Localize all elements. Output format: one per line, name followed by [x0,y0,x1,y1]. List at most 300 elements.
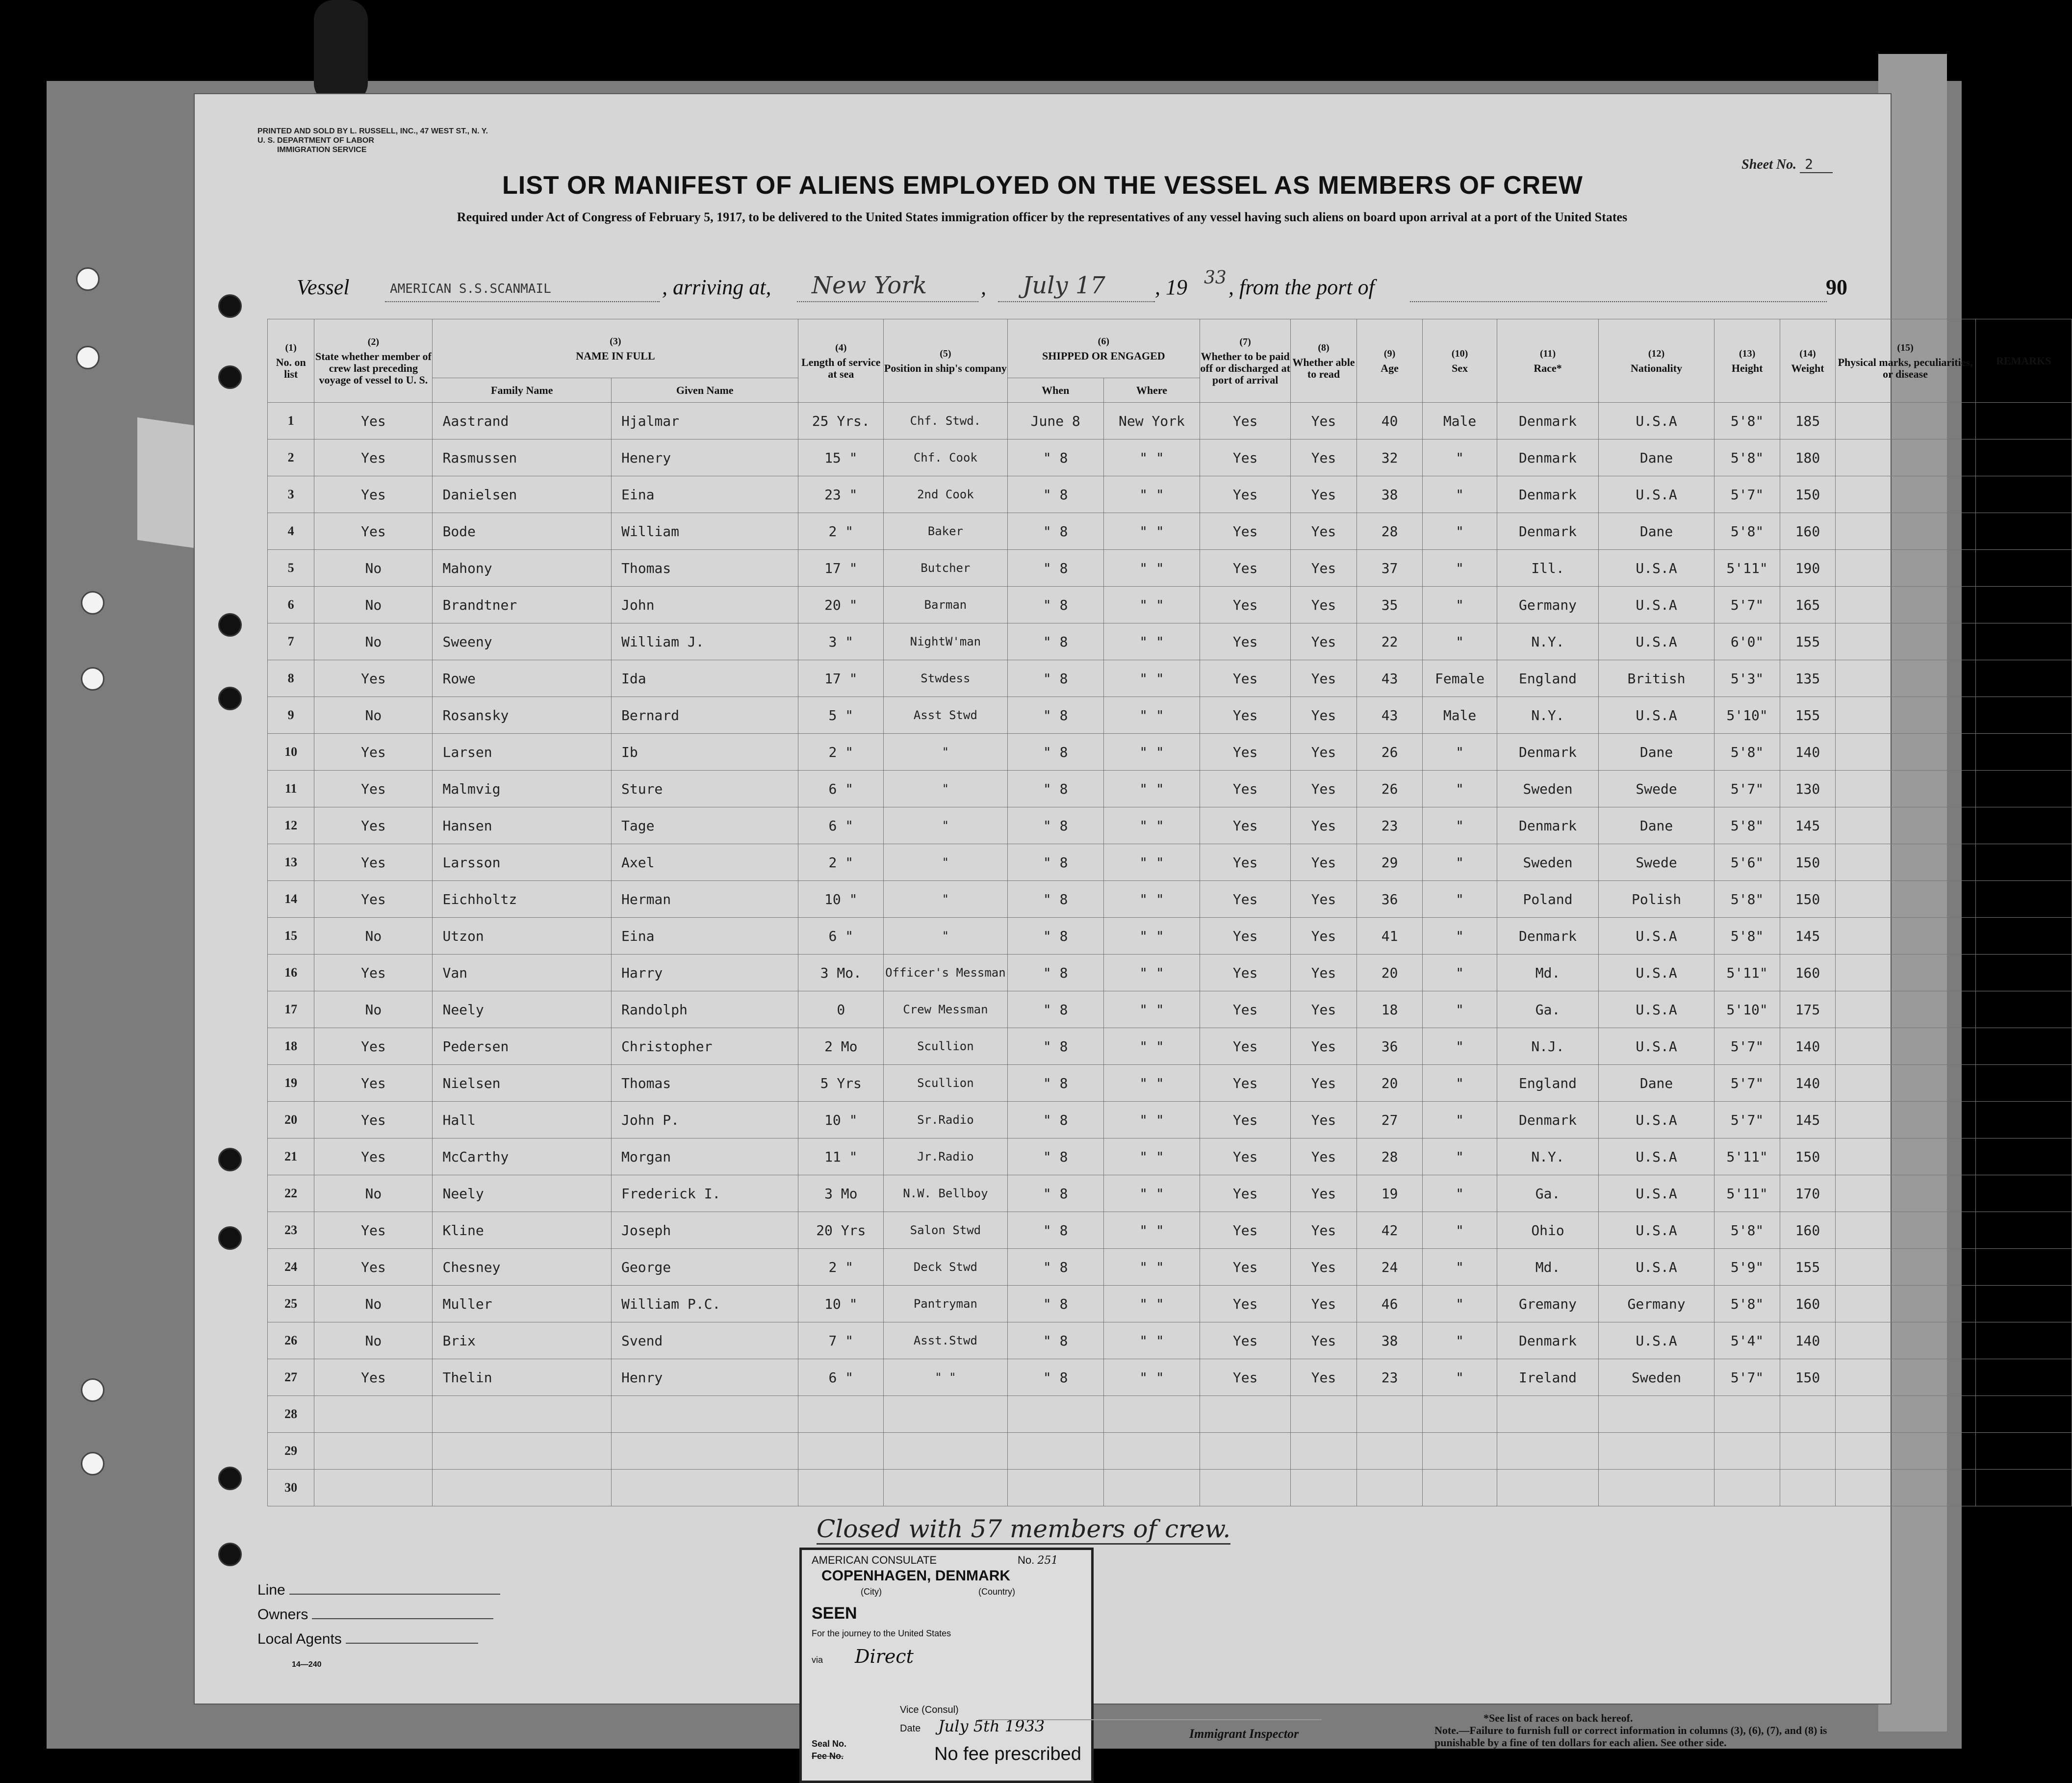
cell-where: " " [1103,439,1200,476]
cell-height: 5'4" [1714,1322,1780,1359]
cell-number: 5 [268,550,314,587]
year-prefix: , 19 [1155,275,1187,299]
cell-where: " " [1103,955,1200,991]
cell-weight: 140 [1780,1322,1835,1359]
cell-given-name: Harry [612,955,798,991]
cell-family-name: Rasmussen [433,439,612,476]
binder-hole [81,591,104,615]
cell-race: Denmark [1497,513,1599,550]
cell-weight: 150 [1780,1359,1835,1396]
cell-remarks [1975,1138,2072,1175]
cell-family-name: Danielsen [433,476,612,513]
cell-previous-voyage: No [314,587,433,623]
cell-service: 20 " [798,587,884,623]
cell-where [1103,1470,1200,1506]
cell-weight: 140 [1780,1028,1835,1065]
cell-nationality: Dane [1599,807,1714,844]
cell-family-name: Larsen [433,734,612,771]
cell-service: 2 " [798,844,884,881]
cell-remarks [1975,1065,2072,1102]
stamp-country-label: (Country) [978,1587,1016,1597]
cell-remarks [1975,991,2072,1028]
cell-race: N.J. [1497,1028,1599,1065]
cell-read: Yes [1291,1212,1357,1249]
cell-previous-voyage: Yes [314,403,433,439]
cell-paid-off: Yes [1200,476,1291,513]
punch-hole [218,1543,242,1566]
cell-weight: 155 [1780,1249,1835,1286]
header-sex: (10) Sex [1423,319,1497,403]
cell-age: 38 [1356,476,1423,513]
cell-given-name: Axel [612,844,798,881]
cell-given-name: Henry [612,1359,798,1396]
cell-sex: " [1423,1138,1497,1175]
cell-number: 17 [268,991,314,1028]
cell-paid-off: Yes [1200,439,1291,476]
cell-read: Yes [1291,1175,1357,1212]
cell-read: Yes [1291,697,1357,734]
cell-race: England [1497,660,1599,697]
cell-when: " 8 [1007,734,1103,771]
cell-number: 23 [268,1212,314,1249]
cell-given-name: Randolph [612,991,798,1028]
table-row [268,439,2072,476]
cell-when: " 8 [1007,1286,1103,1322]
cell-number: 25 [268,1286,314,1322]
cell-sex: " [1423,881,1497,918]
cell-number: 21 [268,1138,314,1175]
cell-nationality: U.S.A [1599,1102,1714,1138]
table-row [268,881,2072,918]
cell-when: " 8 [1007,1359,1103,1396]
cell-when: " 8 [1007,1065,1103,1102]
table-row [268,1138,2072,1175]
cell-family-name: Muller [433,1286,612,1322]
cell-nationality: U.S.A [1599,918,1714,955]
department-name: U. S. DEPARTMENT OF LABOR [257,136,374,145]
table-row [268,550,2072,587]
binding-string [314,0,368,103]
cell-height: 5'7" [1714,1102,1780,1138]
table-row [268,955,2072,991]
cell-family-name [433,1396,612,1433]
cell-paid-off: Yes [1200,1065,1291,1102]
cell-sex: " [1423,439,1497,476]
cell-race [1497,1433,1599,1470]
cell-position: " " [884,1359,1007,1396]
table-row [268,734,2072,771]
table-row [268,1470,2072,1506]
page-title: LIST OR MANIFEST OF ALIENS EMPLOYED ON THE VESSEL AS MEMBERS OF CREW [502,171,1583,200]
cell-given-name: Henery [612,439,798,476]
cell-age: 23 [1356,1359,1423,1396]
cell-when: " 8 [1007,587,1103,623]
punch-hole [218,365,242,389]
cell-weight: 145 [1780,1102,1835,1138]
cell-when: " 8 [1007,844,1103,881]
cell-previous-voyage: Yes [314,476,433,513]
cell-nationality: U.S.A [1599,623,1714,660]
cell-age: 35 [1356,587,1423,623]
cell-weight: 150 [1780,844,1835,881]
printer-line: PRINTED AND SOLD BY L. RUSSELL, INC., 47 WEST ST., N. Y. [257,127,488,135]
cell-sex: " [1423,1286,1497,1322]
cell-where [1103,1396,1200,1433]
cell-nationality: U.S.A [1599,1249,1714,1286]
cell-height: 5'9" [1714,1249,1780,1286]
cell-height: 5'11" [1714,1175,1780,1212]
cell-read: Yes [1291,881,1357,918]
cell-age [1356,1470,1423,1506]
cell-read: Yes [1291,513,1357,550]
cell-position: " [884,734,1007,771]
cell-when: " 8 [1007,623,1103,660]
cell-position: Pantryman [884,1286,1007,1322]
cell-given-name: Svend [612,1322,798,1359]
cell-sex: " [1423,1322,1497,1359]
cell-remarks [1975,734,2072,771]
cell-height: 5'10" [1714,697,1780,734]
cell-number: 15 [268,918,314,955]
cell-age: 40 [1356,403,1423,439]
cell-weight: 160 [1780,1212,1835,1249]
cell-previous-voyage: Yes [314,955,433,991]
cell-where: " " [1103,1249,1200,1286]
cell-remarks [1975,587,2072,623]
cell-where: " " [1103,513,1200,550]
stamp-via-value: Direct [855,1646,914,1667]
cell-where: " " [1103,918,1200,955]
cell-physical-marks [1835,1396,1975,1433]
cell-where: " " [1103,991,1200,1028]
cell-when: " 8 [1007,1212,1103,1249]
cell-weight [1780,1396,1835,1433]
cell-age: 24 [1356,1249,1423,1286]
punch-hole [218,294,242,318]
cell-previous-voyage: Yes [314,807,433,844]
table-row [268,403,2072,439]
cell-weight: 150 [1780,476,1835,513]
cell-weight: 160 [1780,513,1835,550]
cell-height: 5'11" [1714,550,1780,587]
cell-given-name: Tage [612,807,798,844]
header-read: (8) Whether able to read [1291,319,1357,403]
cell-previous-voyage: Yes [314,1359,433,1396]
cell-physical-marks [1835,1286,1975,1322]
cell-race: Ga. [1497,991,1599,1028]
cell-remarks [1975,439,2072,476]
closed-note: Closed with 57 members of crew. [817,1515,1230,1545]
stamp-journey: For the journey to the United States [812,1628,951,1638]
cell-age [1356,1396,1423,1433]
cell-number: 6 [268,587,314,623]
cell-paid-off: Yes [1200,1286,1291,1322]
cell-sex: " [1423,1175,1497,1212]
cell-number: 16 [268,955,314,991]
cell-family-name: McCarthy [433,1138,612,1175]
cell-sex: " [1423,844,1497,881]
stamp-seal: Seal No. [812,1739,847,1749]
cell-given-name: George [612,1249,798,1286]
cell-height: 5'7" [1714,1028,1780,1065]
inspector-label: Immigrant Inspector [1189,1727,1299,1741]
cell-service: 5 " [798,697,884,734]
cell-age: 37 [1356,550,1423,587]
cell-sex: " [1423,807,1497,844]
cell-sex: " [1423,623,1497,660]
cell-race: Denmark [1497,918,1599,955]
cell-sex: " [1423,513,1497,550]
cell-when: " 8 [1007,991,1103,1028]
cell-sex: " [1423,918,1497,955]
cell-age: 23 [1356,807,1423,844]
cell-remarks [1975,1212,2072,1249]
cell-paid-off: Yes [1200,1028,1291,1065]
cell-where: " " [1103,807,1200,844]
cell-paid-off: Yes [1200,1175,1291,1212]
cell-nationality: Swede [1599,844,1714,881]
cell-previous-voyage: No [314,623,433,660]
cell-weight: 160 [1780,1286,1835,1322]
cell-when: " 8 [1007,1249,1103,1286]
cell-nationality: U.S.A [1599,1212,1714,1249]
cell-previous-voyage: Yes [314,844,433,881]
cell-remarks [1975,660,2072,697]
cell-paid-off: Yes [1200,403,1291,439]
cell-previous-voyage [314,1470,433,1506]
cell-when: " 8 [1007,1175,1103,1212]
cell-physical-marks [1835,697,1975,734]
cell-physical-marks [1835,476,1975,513]
cell-physical-marks [1835,1138,1975,1175]
cell-read: Yes [1291,955,1357,991]
cell-read: Yes [1291,439,1357,476]
cell-position: " [884,844,1007,881]
cell-sex: " [1423,734,1497,771]
arriving-label: , arriving at, [662,275,771,299]
cell-family-name: Nielsen [433,1065,612,1102]
cell-position: Salon Stwd [884,1212,1007,1249]
cell-weight: 190 [1780,550,1835,587]
cell-number: 7 [268,623,314,660]
cell-read: Yes [1291,771,1357,807]
binder-hole [76,346,100,369]
cell-position: Butcher [884,550,1007,587]
cell-nationality: Germany [1599,1286,1714,1322]
cell-read: Yes [1291,734,1357,771]
cell-sex: " [1423,1065,1497,1102]
cell-paid-off: Yes [1200,991,1291,1028]
cell-position: Baker [884,513,1007,550]
cell-when: " 8 [1007,955,1103,991]
cell-remarks [1975,550,2072,587]
cell-age: 38 [1356,1322,1423,1359]
stamp-number: No. 251 [1018,1554,1058,1567]
cell-physical-marks [1835,587,1975,623]
cell-read: Yes [1291,623,1357,660]
cell-service [798,1396,884,1433]
cell-paid-off: Yes [1200,1138,1291,1175]
cell-family-name: Van [433,955,612,991]
cell-read: Yes [1291,1065,1357,1102]
cell-remarks [1975,1286,2072,1322]
sheet-number [1741,156,1833,173]
table-row [268,1065,2072,1102]
cell-read: Yes [1291,1138,1357,1175]
table-row [268,1396,2072,1433]
inspector-signature-line [978,1675,1322,1720]
cell-position: Sr.Radio [884,1102,1007,1138]
cell-nationality: Sweden [1599,1359,1714,1396]
cell-remarks [1975,918,2072,955]
cell-physical-marks [1835,1028,1975,1065]
page-number: 90 [1826,275,1847,299]
header-previous-voyage: (2) State whether member of crew last preceding voyage of vessel to U. S. [314,319,433,403]
cell-weight: 155 [1780,623,1835,660]
cell-family-name: Rosansky [433,697,612,734]
cell-nationality: U.S.A [1599,587,1714,623]
service-name: IMMIGRATION SERVICE [277,146,367,154]
table-row [268,991,2072,1028]
cell-read: Yes [1291,1322,1357,1359]
table-row [268,844,2072,881]
cell-physical-marks [1835,1470,1975,1506]
cell-where: " " [1103,550,1200,587]
cell-service: 11 " [798,1138,884,1175]
cell-height: 5'8" [1714,881,1780,918]
cell-previous-voyage [314,1433,433,1470]
cell-remarks [1975,881,2072,918]
cell-age: 19 [1356,1175,1423,1212]
cell-nationality: Dane [1599,1065,1714,1102]
cell-where: " " [1103,881,1200,918]
cell-race: Sweden [1497,844,1599,881]
cell-nationality: U.S.A [1599,955,1714,991]
cell-paid-off: Yes [1200,918,1291,955]
cell-physical-marks [1835,1249,1975,1286]
manifest-sheet [194,93,2051,1764]
cell-read: Yes [1291,1102,1357,1138]
cell-physical-marks [1835,1322,1975,1359]
cell-family-name: Sweeny [433,623,612,660]
cell-remarks [1975,1175,2072,1212]
side-tag [137,417,201,549]
cell-where: " " [1103,771,1200,807]
cell-family-name [433,1470,612,1506]
cell-physical-marks [1835,623,1975,660]
cell-previous-voyage: Yes [314,513,433,550]
cell-height: 5'8" [1714,1212,1780,1249]
cell-paid-off: Yes [1200,587,1291,623]
cell-paid-off: Yes [1200,771,1291,807]
cell-paid-off [1200,1433,1291,1470]
cell-nationality: Dane [1599,513,1714,550]
cell-previous-voyage: Yes [314,1102,433,1138]
cell-age: 28 [1356,1138,1423,1175]
cell-family-name: Kline [433,1212,612,1249]
cell-number: 1 [268,403,314,439]
cell-family-name: Bode [433,513,612,550]
penalty-note: Note.—Failure to furnish full or correct information in columns (3), (6), (7), and (8) is punishable by a fine of ten dollars for each alien. See other side. [1434,1724,1827,1749]
cell-height: 5'8" [1714,439,1780,476]
cell-remarks [1975,1102,2072,1138]
cell-when: " 8 [1007,439,1103,476]
cell-position: 2nd Cook [884,476,1007,513]
cell-given-name: Frederick I. [612,1175,798,1212]
cell-weight: 185 [1780,403,1835,439]
cell-paid-off: Yes [1200,1212,1291,1249]
cell-paid-off: Yes [1200,550,1291,587]
cell-where: " " [1103,623,1200,660]
cell-race: Md. [1497,955,1599,991]
binder-hole [81,1378,104,1402]
cell-given-name: Thomas [612,1065,798,1102]
cell-weight: 160 [1780,955,1835,991]
cell-remarks [1975,1249,2072,1286]
cell-number: 13 [268,844,314,881]
cell-where: " " [1103,1359,1200,1396]
cell-age: 42 [1356,1212,1423,1249]
table-row [268,1102,2072,1138]
cell-physical-marks [1835,1212,1975,1249]
vessel-line [297,268,1866,304]
cell-given-name: William P.C. [612,1286,798,1322]
cell-service: 2 " [798,513,884,550]
cell-when: " 8 [1007,513,1103,550]
cell-height: 5'8" [1714,807,1780,844]
cell-remarks [1975,1433,2072,1470]
cell-read [1291,1396,1357,1433]
table-row [268,918,2072,955]
cell-when: " 8 [1007,771,1103,807]
cell-sex [1423,1433,1497,1470]
cell-height: 5'11" [1714,955,1780,991]
cell-weight: 170 [1780,1175,1835,1212]
cell-previous-voyage: No [314,1322,433,1359]
cell-given-name: Eina [612,476,798,513]
cell-service: 6 " [798,1359,884,1396]
cell-nationality: U.S.A [1599,1028,1714,1065]
cell-given-name: Ida [612,660,798,697]
cell-previous-voyage: Yes [314,1028,433,1065]
cell-given-name: Herman [612,881,798,918]
cell-given-name: Joseph [612,1212,798,1249]
cell-number: 3 [268,476,314,513]
cell-nationality: U.S.A [1599,1175,1714,1212]
cell-family-name: Aastrand [433,403,612,439]
cell-paid-off: Yes [1200,807,1291,844]
footer-form-number: 14—240 [292,1660,322,1669]
cell-previous-voyage: No [314,550,433,587]
cell-height: 5'7" [1714,587,1780,623]
cell-physical-marks [1835,513,1975,550]
year-value: 33 [1204,268,1227,288]
sheet-value: 2 [1800,156,1833,173]
cell-remarks [1975,697,2072,734]
cell-read: Yes [1291,550,1357,587]
punch-hole [218,613,242,637]
stamp-date-value: July 5th 1933 [938,1717,1045,1735]
cell-age: 22 [1356,623,1423,660]
cell-number: 24 [268,1249,314,1286]
cell-physical-marks [1835,955,1975,991]
cell-remarks [1975,1470,2072,1506]
header-nationality: (12) Nationality [1599,319,1714,403]
cell-previous-voyage: Yes [314,881,433,918]
cell-given-name: Hjalmar [612,403,798,439]
cell-previous-voyage: Yes [314,734,433,771]
cell-physical-marks [1835,734,1975,771]
